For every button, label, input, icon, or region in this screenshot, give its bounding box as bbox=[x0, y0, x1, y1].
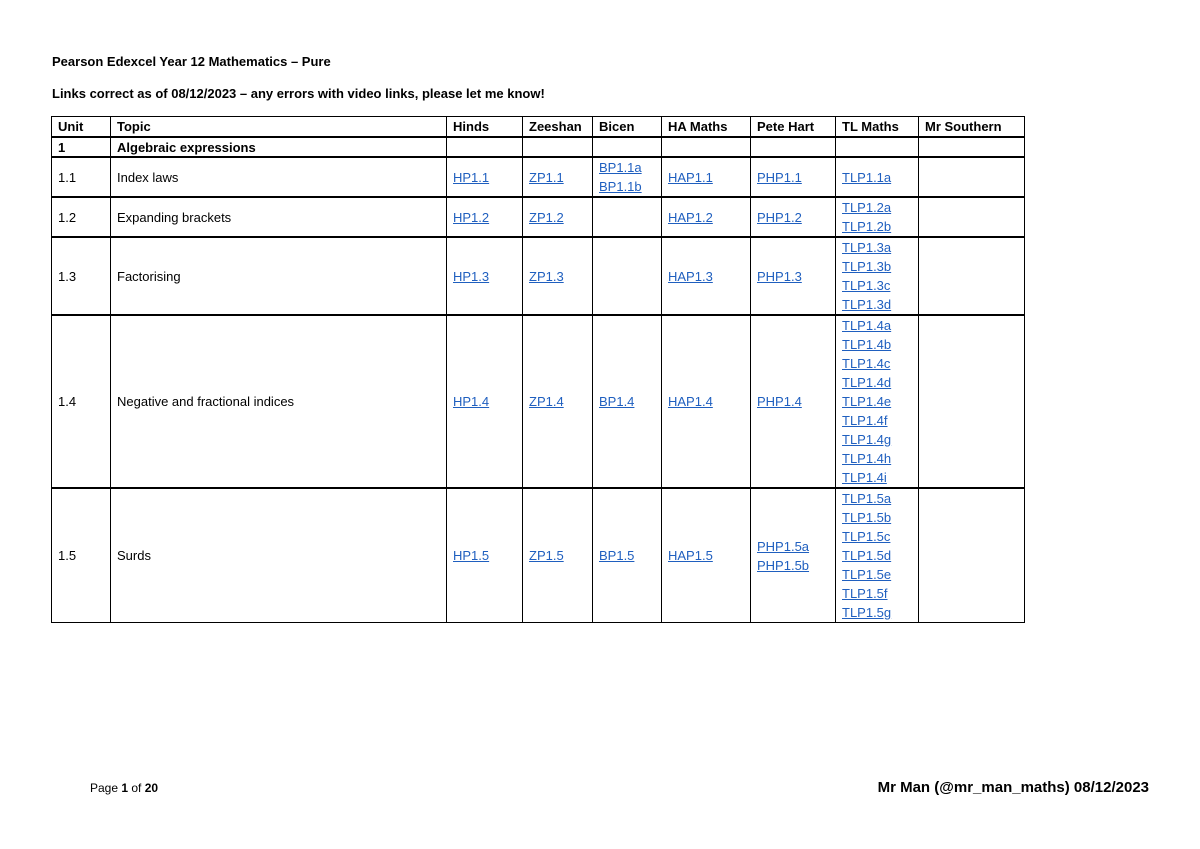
page-indicator bbox=[90, 781, 158, 795]
southern-cell bbox=[919, 157, 1025, 197]
bicen-cell bbox=[593, 237, 662, 315]
row-topic: Expanding brackets bbox=[111, 197, 447, 237]
header-bicen: Bicen bbox=[593, 117, 662, 138]
empty-cell bbox=[662, 137, 751, 157]
ha-cell bbox=[662, 197, 751, 237]
hinds-cell bbox=[447, 488, 523, 623]
author-credit: Mr Man (@mr_man_maths) 08/12/2023 bbox=[877, 779, 1149, 796]
tl-cell bbox=[836, 315, 919, 488]
tl-maths-link[interactable]: TLP1.4f bbox=[842, 413, 888, 428]
hinds-cell bbox=[447, 197, 523, 237]
bicen-cell bbox=[593, 197, 662, 237]
tl-maths-link[interactable]: TLP1.1a bbox=[842, 169, 892, 185]
bicen-cell bbox=[593, 315, 662, 488]
pete-cell bbox=[751, 315, 836, 488]
tl-maths-link[interactable]: TLP1.5g bbox=[842, 605, 892, 620]
header-topic: Topic bbox=[111, 117, 447, 138]
tl-maths-link[interactable]: TLP1.5d bbox=[842, 548, 892, 563]
header-row bbox=[52, 117, 1025, 138]
topic-row bbox=[52, 197, 1025, 237]
ha-cell bbox=[662, 488, 751, 623]
zeeshan-link[interactable]: ZP1.3 bbox=[529, 268, 564, 284]
zeeshan-cell bbox=[523, 315, 593, 488]
empty-cell bbox=[593, 137, 662, 157]
hinds-link[interactable]: HP1.4 bbox=[453, 394, 490, 409]
bicen-link[interactable]: BP1.5 bbox=[599, 548, 635, 563]
ha-maths-link[interactable]: HAP1.3 bbox=[668, 268, 713, 284]
tl-maths-link[interactable]: TLP1.5a bbox=[842, 491, 892, 506]
bicen-link[interactable]: BP1.1b bbox=[599, 179, 642, 194]
zeeshan-cell bbox=[523, 237, 593, 315]
ha-cell bbox=[662, 237, 751, 315]
header-hinds: Hinds bbox=[447, 117, 523, 138]
tl-cell bbox=[836, 157, 919, 197]
tl-maths-link[interactable]: TLP1.4a bbox=[842, 318, 892, 333]
topic-row bbox=[52, 488, 1025, 623]
pete-hart-link[interactable]: PHP1.5a bbox=[757, 538, 810, 554]
tl-maths-link[interactable]: TLP1.5c bbox=[842, 529, 891, 544]
tl-maths-link[interactable]: TLP1.4d bbox=[842, 375, 892, 390]
southern-cell bbox=[919, 197, 1025, 237]
tl-cell bbox=[836, 488, 919, 623]
row-topic: Factorising bbox=[111, 237, 447, 315]
unit-number: 1 bbox=[52, 137, 111, 157]
tl-maths-link[interactable]: TLP1.5b bbox=[842, 510, 892, 525]
empty-cell bbox=[919, 137, 1025, 157]
row-unit: 1.4 bbox=[52, 315, 111, 488]
tl-maths-link[interactable]: TLP1.4c bbox=[842, 356, 891, 371]
bicen-link[interactable]: BP1.1a bbox=[599, 160, 642, 175]
zeeshan-link[interactable]: ZP1.2 bbox=[529, 209, 564, 225]
header-mr-southern: Mr Southern bbox=[919, 117, 1025, 138]
hinds-cell bbox=[447, 157, 523, 197]
header-tl-maths: TL Maths bbox=[836, 117, 919, 138]
document-title: Pearson Edexcel Year 12 Mathematics – Pure bbox=[52, 54, 331, 69]
empty-cell bbox=[836, 137, 919, 157]
tl-maths-link[interactable]: TLP1.4h bbox=[842, 451, 892, 466]
ha-cell bbox=[662, 315, 751, 488]
hinds-link[interactable]: HP1.2 bbox=[453, 209, 490, 225]
unit-topic: Algebraic expressions bbox=[111, 137, 447, 157]
header-ha-maths: HA Maths bbox=[662, 117, 751, 138]
pete-hart-link[interactable]: PHP1.3 bbox=[757, 268, 802, 284]
pete-hart-link[interactable]: PHP1.4 bbox=[757, 394, 802, 409]
hinds-cell bbox=[447, 315, 523, 488]
topic-row bbox=[52, 315, 1025, 488]
row-unit: 1.5 bbox=[52, 488, 111, 623]
zeeshan-link[interactable]: ZP1.5 bbox=[529, 548, 564, 563]
tl-maths-link[interactable]: TLP1.2a bbox=[842, 200, 892, 215]
header-zeeshan: Zeeshan bbox=[523, 117, 593, 138]
empty-cell bbox=[447, 137, 523, 157]
zeeshan-cell bbox=[523, 157, 593, 197]
bicen-cell bbox=[593, 157, 662, 197]
tl-maths-link[interactable]: TLP1.3b bbox=[842, 259, 892, 274]
hinds-cell bbox=[447, 237, 523, 315]
pete-hart-link[interactable]: PHP1.1 bbox=[757, 169, 802, 185]
ha-maths-link[interactable]: HAP1.4 bbox=[668, 394, 713, 409]
ha-maths-link[interactable]: HAP1.2 bbox=[668, 209, 713, 225]
zeeshan-link[interactable]: ZP1.1 bbox=[529, 169, 564, 185]
video-links-table bbox=[51, 116, 1025, 623]
tl-maths-link[interactable]: TLP1.4i bbox=[842, 470, 887, 485]
tl-maths-link[interactable]: TLP1.3d bbox=[842, 297, 892, 312]
pete-cell bbox=[751, 488, 836, 623]
tl-maths-link[interactable]: TLP1.4e bbox=[842, 394, 892, 409]
row-unit: 1.1 bbox=[52, 157, 111, 197]
pete-cell bbox=[751, 157, 836, 197]
header-unit: Unit bbox=[52, 117, 111, 138]
row-topic: Negative and fractional indices bbox=[111, 315, 447, 488]
page-total: 20 bbox=[144, 781, 159, 795]
empty-cell bbox=[523, 137, 593, 157]
tl-maths-link[interactable]: TLP1.4g bbox=[842, 432, 892, 447]
hinds-link[interactable]: HP1.5 bbox=[453, 548, 490, 563]
hinds-link[interactable]: HP1.3 bbox=[453, 268, 490, 284]
southern-cell bbox=[919, 315, 1025, 488]
unit-heading-row bbox=[52, 137, 1025, 157]
bicen-link[interactable]: BP1.4 bbox=[599, 394, 635, 409]
southern-cell bbox=[919, 488, 1025, 623]
tl-maths-link[interactable]: TLP1.2b bbox=[842, 219, 892, 234]
row-topic: Surds bbox=[111, 488, 447, 623]
zeeshan-cell bbox=[523, 197, 593, 237]
pete-hart-link[interactable]: PHP1.2 bbox=[757, 209, 802, 225]
row-unit: 1.3 bbox=[52, 237, 111, 315]
table-body bbox=[52, 137, 1025, 623]
page-of: of bbox=[128, 781, 145, 795]
zeeshan-link[interactable]: ZP1.4 bbox=[529, 394, 564, 409]
tl-maths-link[interactable]: TLP1.4b bbox=[842, 337, 892, 352]
page-prefix: Page bbox=[90, 781, 122, 795]
tl-cell bbox=[836, 237, 919, 315]
zeeshan-cell bbox=[523, 488, 593, 623]
pete-cell bbox=[751, 197, 836, 237]
tl-maths-link[interactable]: TLP1.5e bbox=[842, 567, 892, 582]
row-topic: Index laws bbox=[111, 157, 447, 197]
row-unit: 1.2 bbox=[52, 197, 111, 237]
bicen-cell bbox=[593, 488, 662, 623]
topic-row bbox=[52, 237, 1025, 315]
pete-hart-link[interactable]: PHP1.5b bbox=[757, 557, 810, 573]
document-subtitle: Links correct as of 08/12/2023 – any errors with video links, please let me know! bbox=[52, 86, 545, 101]
header-pete-hart: Pete Hart bbox=[751, 117, 836, 138]
page-number: 1 bbox=[121, 781, 129, 795]
tl-maths-link[interactable]: TLP1.3a bbox=[842, 240, 892, 255]
tl-maths-link[interactable]: TLP1.5f bbox=[842, 586, 888, 601]
ha-maths-link[interactable]: HAP1.1 bbox=[668, 169, 713, 185]
tl-maths-link[interactable]: TLP1.3c bbox=[842, 278, 891, 293]
pete-cell bbox=[751, 237, 836, 315]
empty-cell bbox=[751, 137, 836, 157]
ha-maths-link[interactable]: HAP1.5 bbox=[668, 548, 713, 563]
tl-cell bbox=[836, 197, 919, 237]
topic-row bbox=[52, 157, 1025, 197]
ha-cell bbox=[662, 157, 751, 197]
hinds-link[interactable]: HP1.1 bbox=[453, 169, 490, 185]
southern-cell bbox=[919, 237, 1025, 315]
